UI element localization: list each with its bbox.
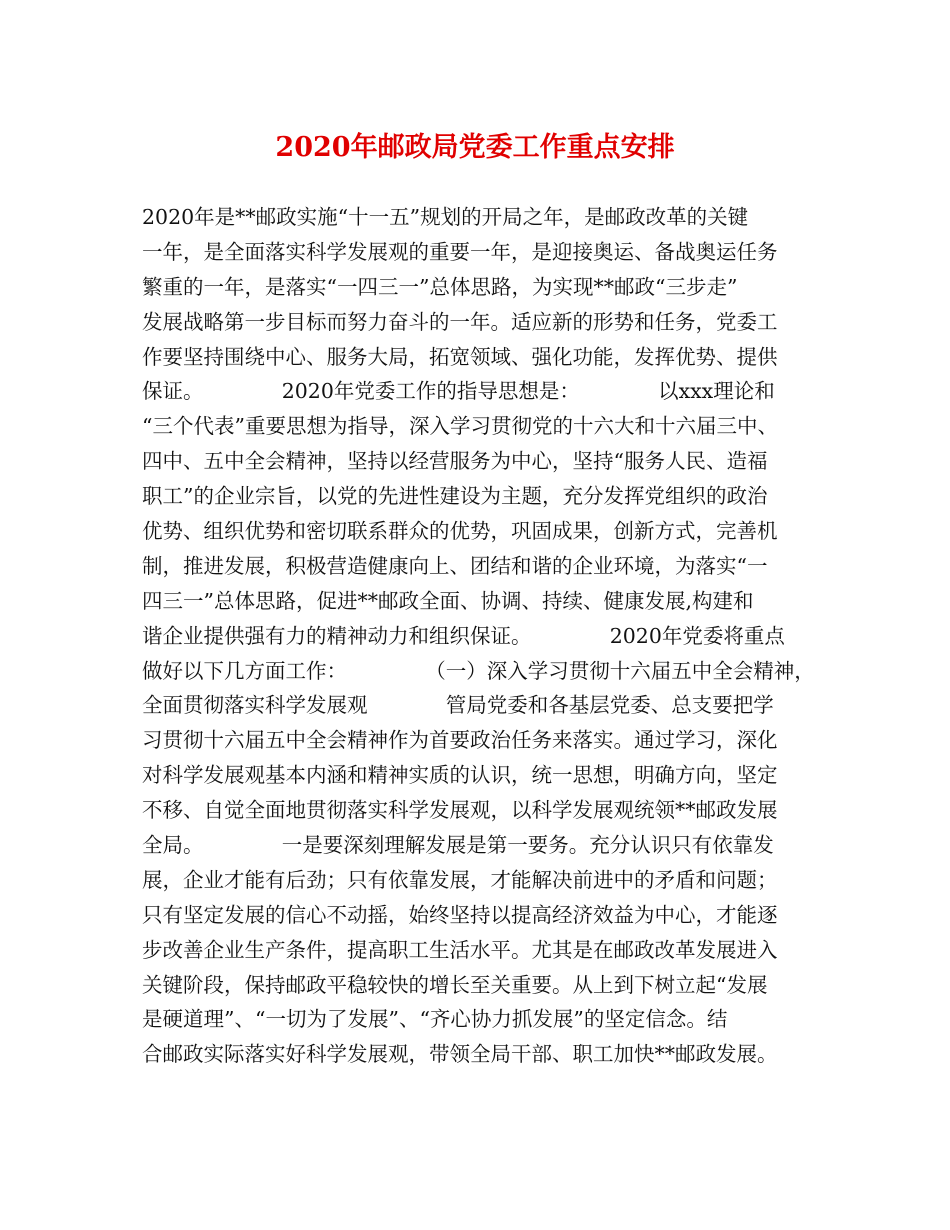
body-line: 是硬道理”、“一切为了发展”、“齐心协力抓发展”的坚定信念。结 xyxy=(142,1007,728,1032)
body-line: 不移、自觉全面地贯彻落实科学发展观，以科学发展观统领**邮政发展 xyxy=(142,798,778,823)
body-line: 2020年是**邮政实施“十一五”规划的开局之年，是邮政改革的关键 xyxy=(142,205,749,229)
body-line: “三个代表”重要思想为指导，深入学习贯彻党的十六大和十六届三中、 xyxy=(142,414,778,439)
body-line: 做好以下几方面工作： （一）深入学习贯彻十六届五中全会精神， xyxy=(142,658,815,683)
body-line: 展，企业才能有后劲；只有依靠发展，才能解决前进中的矛盾和问题； xyxy=(142,867,778,892)
body-line: 优势、组织优势和密切联系群众的优势，巩固成果，创新方式，完善机 xyxy=(142,519,778,544)
body-line: 发展战略第一步目标而努力奋斗的一年。适应新的形势和任务，党委工 xyxy=(142,309,778,334)
body-line: 一年，是全面落实科学发展观的重要一年，是迎接奥运、备战奥运任务 xyxy=(142,239,778,264)
document-body xyxy=(142,200,814,1072)
body-line: 四中、五中全会精神，坚持以经营服务为中心，坚持“服务人民、造福 xyxy=(142,449,768,474)
body-line: 四三一”总体思路，促进**邮政全面、协调、持续、健康发展,构建和 xyxy=(142,588,754,613)
body-line: 制，推进发展，积极营造健康向上、团结和谐的企业环境，为落实“一 xyxy=(142,553,768,578)
body-line: 全面贯彻落实科学发展观 管局党委和各基层党委、总支要把学 xyxy=(142,693,774,718)
body-line: 习贯彻十六届五中全会精神作为首要政治任务来落实。通过学习，深化 xyxy=(142,728,778,753)
document-title: 2020年邮政局党委工作重点安排 xyxy=(275,132,675,163)
body-line: 保证。 2020年党委工作的指导思想是： 以xxx理论和 xyxy=(142,379,775,404)
body-line: 对科学发展观基本内涵和精神实质的认识，统一思想，明确方向，坚定 xyxy=(142,763,778,788)
body-line: 繁重的一年，是落实“一四三一”总体思路，为实现**邮政“三步走” xyxy=(142,274,738,299)
body-line: 步改善企业生产条件，提高职工生活水平。尤其是在邮政改革发展进入 xyxy=(142,937,778,962)
body-line: 关键阶段，保持邮政平稳较快的增长至关重要。从上到下树立起“发展 xyxy=(142,972,768,997)
body-line: 职工”的企业宗旨，以党的先进性建设为主题，充分发挥党组织的政治 xyxy=(142,484,768,509)
body-line: 全局。 一是要深刻理解发展是第一要务。充分认识只有依靠发 xyxy=(142,833,774,858)
body-line: 谐企业提供强有力的精神动力和组织保证。 2020年党委将重点 xyxy=(142,623,785,648)
body-line: 合邮政实际落实好科学发展观，带领全局干部、职工加快**邮政发展。 xyxy=(142,1042,778,1067)
body-line: 作要坚持围绕中心、服务大局，拓宽领域、强化功能，发挥优势、提供 xyxy=(142,344,778,369)
body-line: 只有坚定发展的信心不动摇，始终坚持以提高经济效益为中心，才能逐 xyxy=(142,902,778,927)
